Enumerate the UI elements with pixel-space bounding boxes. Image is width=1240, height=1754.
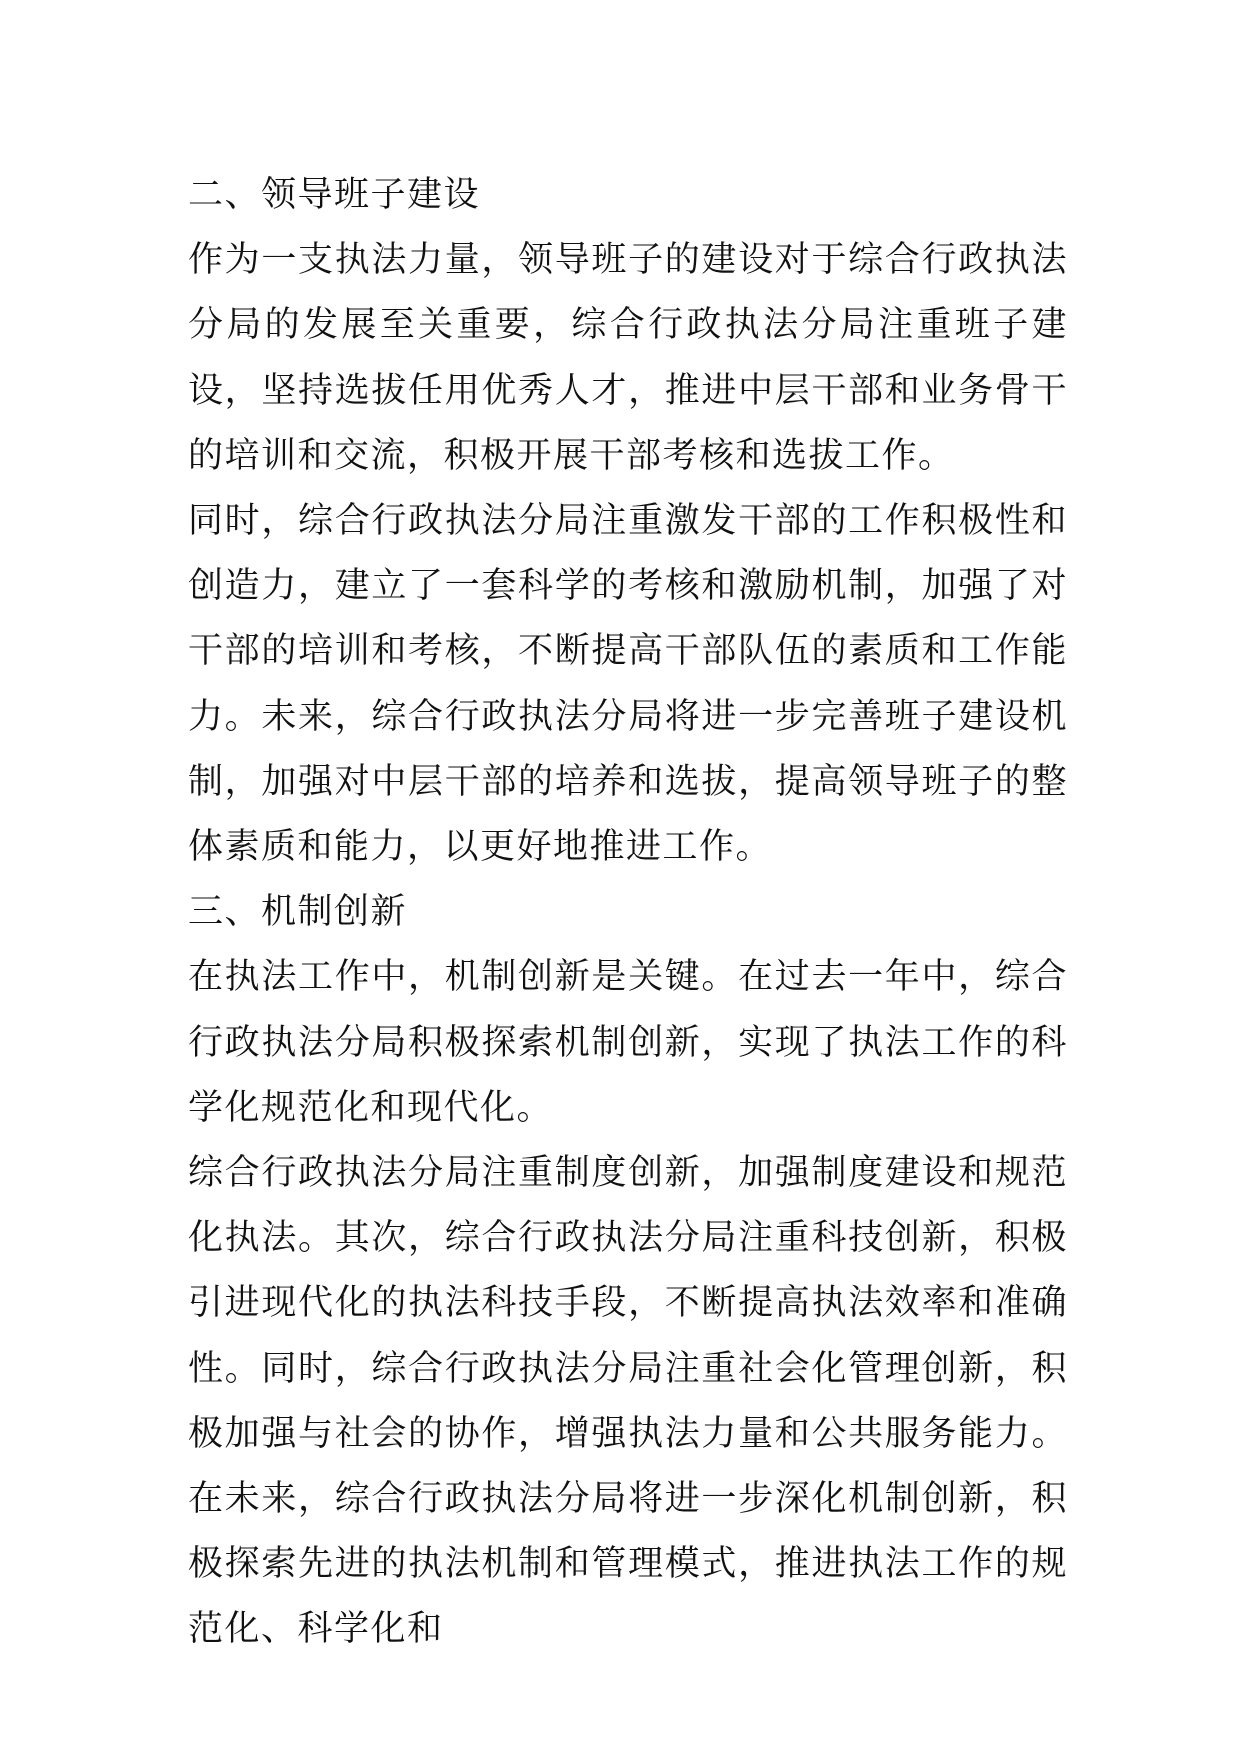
section-heading-mechanism: 三、机制创新 [188,892,408,933]
paragraph: 同时，综合行政执法分局注重激发干部的工作积极性和创造力，建立了一套科学的考核和激励机制，加强了对干部的培训和考核，不断提高干部队伍的素质和工作能力。未来，综合行政执法分局将进一步完善班子建设机制，加强对中层干部的培养和选拔，提高领导班子的整体素质和能力，以更好地推进工作。 [188,501,1068,868]
paragraph: 在执法工作中，机制创新是关键。在过去一年中，综合行政执法分局积极探索机制创新，实现了执法工作的科学化规范化和现代化。 [188,957,1068,1128]
paragraph: 作为一支执法力量，领导班子的建设对于综合行政执法分局的发展至关重要，综合行政执法分局注重班子建设，坚持选拔任用优秀人才，推进中层干部和业务骨干的培训和交流，积极开展干部考核和选拔工作。 [188,240,1068,476]
paragraph: 综合行政执法分局注重制度创新，加强制度建设和规范化执法。其次，综合行政执法分局注重科技创新，积极引进现代化的执法科技手段，不断提高执法效率和准确性。同时，综合行政执法分局注重社会化管理创新，积极加强与社会的协作，增强执法力量和公共服务能力。在未来，综合行政执法分局将进一步深化机制创新，积极探索先进的执法机制和管理模式，推进执法工作的规范化、科学化和 [188,1153,1068,1650]
section-heading-leadership: 二、领导班子建设 [188,175,481,215]
document-body [188,163,1068,1663]
